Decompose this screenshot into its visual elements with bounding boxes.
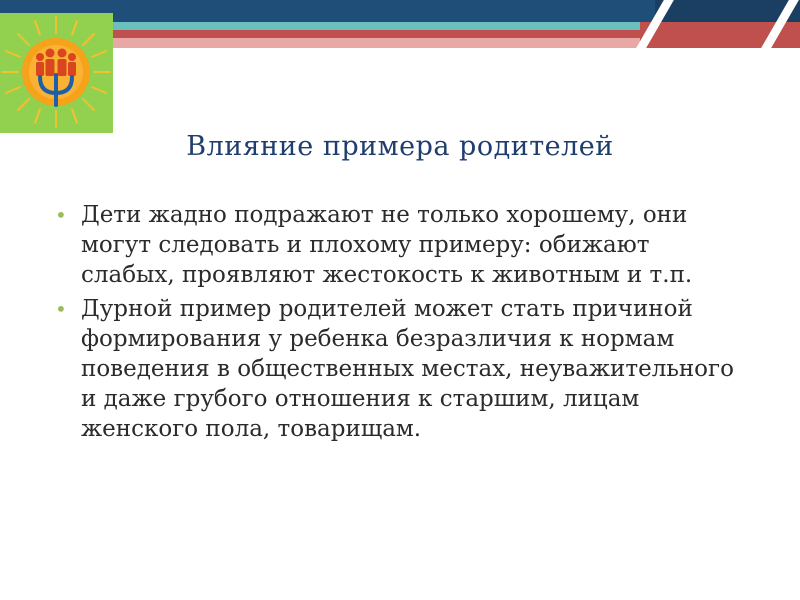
slide-title: Влияние примера родителей [186, 131, 614, 162]
bullet-icon: • [55, 203, 67, 227]
bullet-icon: • [55, 297, 67, 321]
bullet-list [55, 200, 745, 448]
logo [0, 13, 113, 133]
list-item [55, 200, 745, 290]
list-item [55, 294, 745, 444]
list-item-text: Дети жадно подражают не только хорошему, они могут следовать и плохому примеру: обижают слабых, проявляют жестокость к животным и т.п. [81, 202, 693, 288]
family-psi-sun-icon [0, 13, 113, 133]
list-item-text: Дурной пример родителей может стать причиной формирования у ребенка безразличия к нормам поведения в общественных местах, неуважительного и даже грубого отношения к старшим, лицам женского пола, товарищам. [81, 296, 734, 442]
